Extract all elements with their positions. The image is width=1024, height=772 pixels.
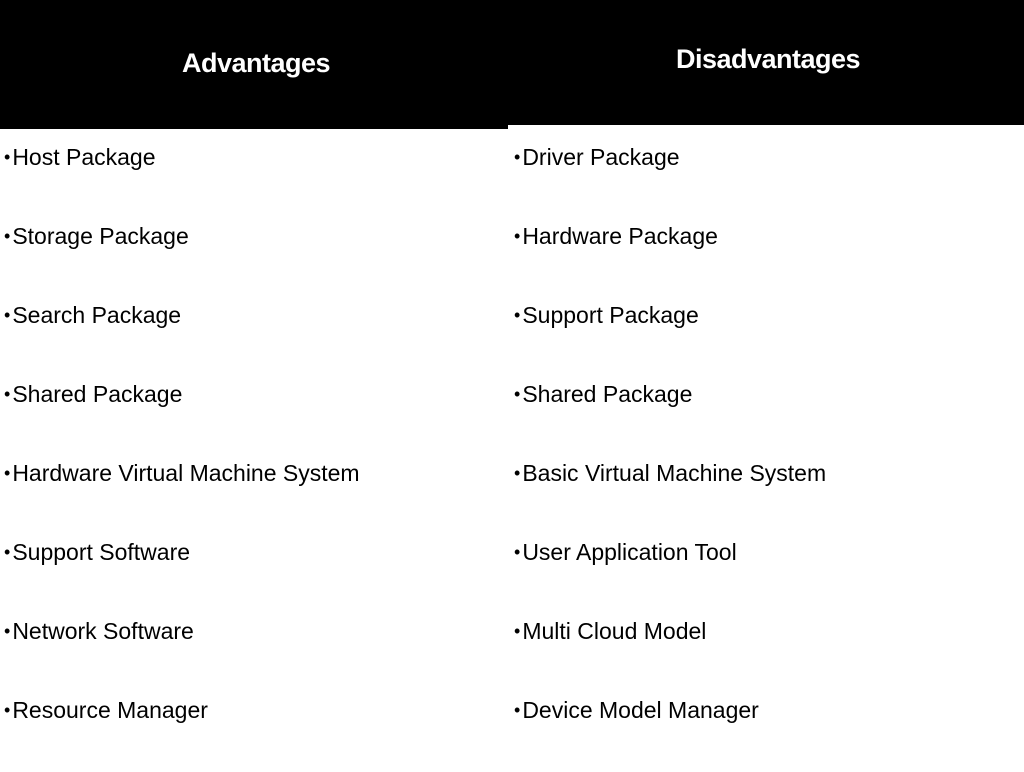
bullet-icon: • [4, 305, 11, 325]
list-item [508, 377, 1024, 456]
list-item [508, 614, 1024, 693]
bullet-icon: • [514, 463, 521, 483]
advantages-list [0, 140, 508, 772]
bullet-icon: • [4, 384, 11, 404]
bullet-icon: • [514, 700, 521, 720]
list-item-label: Resource Manager [12, 697, 208, 723]
list-item-label: Hardware Package [522, 223, 718, 249]
list-item [508, 535, 1024, 614]
bullet-icon: • [4, 226, 11, 246]
bullet-icon: • [4, 463, 11, 483]
list-item-label: Support Software [12, 539, 191, 565]
list-item-label: Hardware Virtual Machine System [12, 460, 360, 486]
bullet-icon: • [4, 621, 11, 641]
list-item [0, 377, 508, 456]
list-item-label: Shared Package [522, 381, 693, 407]
list-item [508, 298, 1024, 377]
advantages-heading: Advantages [181, 48, 331, 78]
bullet-icon: • [514, 147, 521, 167]
disadvantages-heading: Disadvantages [675, 44, 861, 74]
list-item [0, 535, 508, 614]
list-item [508, 219, 1024, 298]
list-item-label: Shared Package [12, 381, 183, 407]
list-item-label: Support Package [522, 302, 699, 328]
bullet-icon: • [514, 621, 521, 641]
list-item [0, 614, 508, 693]
advantages-column [0, 140, 508, 768]
disadvantages-column [508, 140, 1024, 768]
list-item [0, 298, 508, 377]
list-item [0, 219, 508, 298]
list-item [508, 140, 1024, 219]
bullet-icon: • [4, 700, 11, 720]
list-item-label: Host Package [12, 144, 156, 170]
list-item-label: Search Package [12, 302, 182, 328]
list-item-label: User Application Tool [522, 539, 737, 565]
title-banner [0, 0, 1024, 125]
bullet-icon: • [514, 384, 521, 404]
list-item [0, 693, 508, 772]
disadvantages-list [508, 140, 1024, 772]
list-item-label: Device Model Manager [522, 697, 759, 723]
list-item-label: Basic Virtual Machine System [522, 460, 827, 486]
list-item [0, 140, 508, 219]
bullet-icon: • [514, 226, 521, 246]
list-item [0, 456, 508, 535]
list-item [508, 693, 1024, 772]
list-item [508, 456, 1024, 535]
heading-divider [0, 123, 508, 129]
bullet-icon: • [4, 147, 11, 167]
bullet-icon: • [514, 542, 521, 562]
bullet-icon: • [514, 305, 521, 325]
list-item-label: Network Software [12, 618, 194, 644]
bullet-icon: • [4, 542, 11, 562]
list-item-label: Storage Package [12, 223, 189, 249]
list-item-label: Driver Package [522, 144, 680, 170]
list-item-label: Multi Cloud Model [522, 618, 707, 644]
